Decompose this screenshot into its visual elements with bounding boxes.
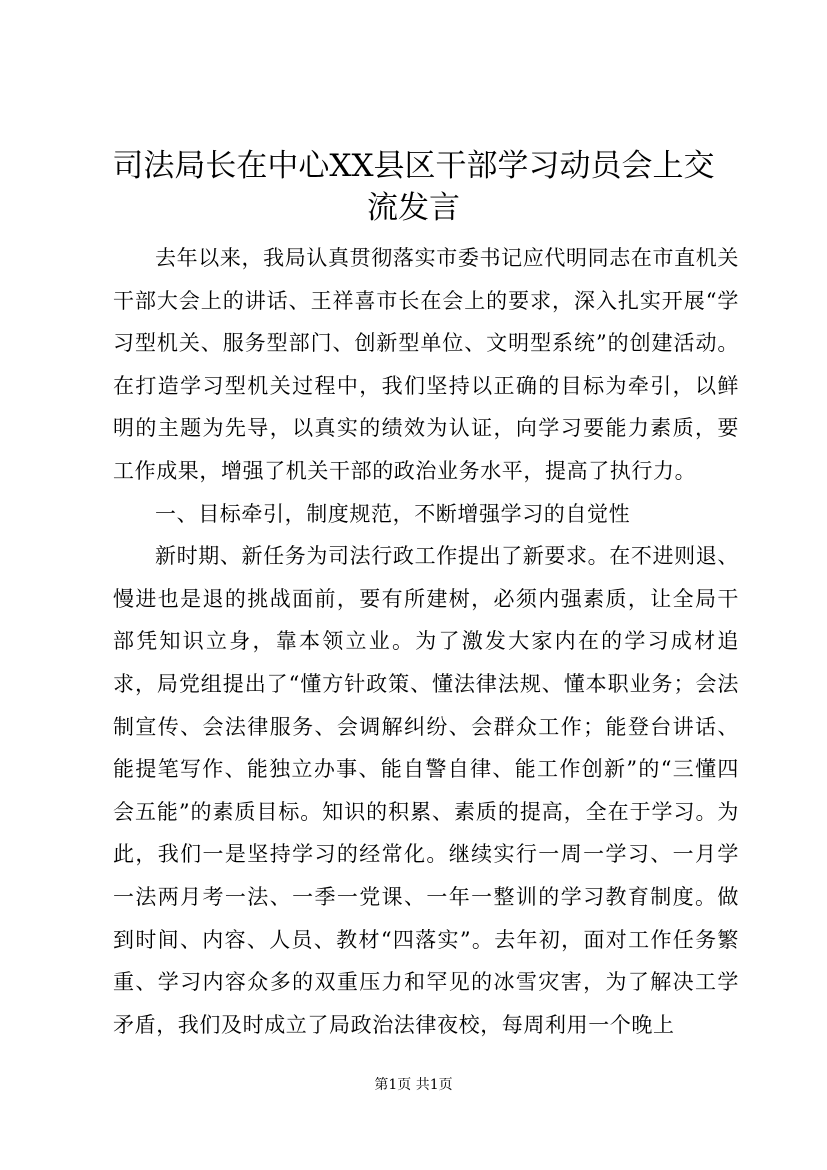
section-heading: 一、目标牵引，制度规范，不断增强学习的自觉性	[155, 501, 631, 526]
document-body	[113, 237, 739, 1046]
paragraph-section-one: 新时期、新任务为司法行政工作提出了新要求。在不进则退、慢进也是退的挑战面前，要有所建树，必须内强素质，让全局干部凭知识立身，靠本领立业。为了激发大家内在的学习成材追求，局党组提出了“懂方针政策、懂法律法规、懂本职业务；会法制宣传、会法律服务、会调解纠纷、会群众工作；能登台讲话、能提笔写作、能独立办事、能自警自律、能工作创新”的“三懂四会五能”的素质目标。知识的积累、素质的提高，全在于学习。为此，我们一是坚持学习的经常化。继续实行一周一学习、一月学一法两月考一法、一季一党课、一年一整训的学习教育制度。做到时间、内容、人员、教材“四落实”。去年初，面对工作任务繁重、学习内容众多的双重压力和罕见的冰雪灾害，为了解决工学矛盾，我们及时成立了局政治法律夜校，每周利用一个晚上	[113, 544, 739, 1037]
document-title: 司法局长在中心XX县区干部学习动员会上交流发言	[112, 148, 715, 226]
page-number-footer: 第1页 共1页	[374, 1077, 453, 1093]
paragraph-intro: 去年以来，我局认真贯彻落实市委书记应代明同志在市直机关干部大会上的讲话、王祥喜市长在会上的要求，深入扎实开展“学习型机关、服务型部门、创新型单位、文明型系统”的创建活动。在打造学习型机关过程中，我们坚持以正确的目标为牵引，以鲜明的主题为先导，以真实的绩效为认证，向学习要能力素质，要工作成果，增强了机关干部的政治业务水平，提高了执行力。	[113, 246, 739, 483]
